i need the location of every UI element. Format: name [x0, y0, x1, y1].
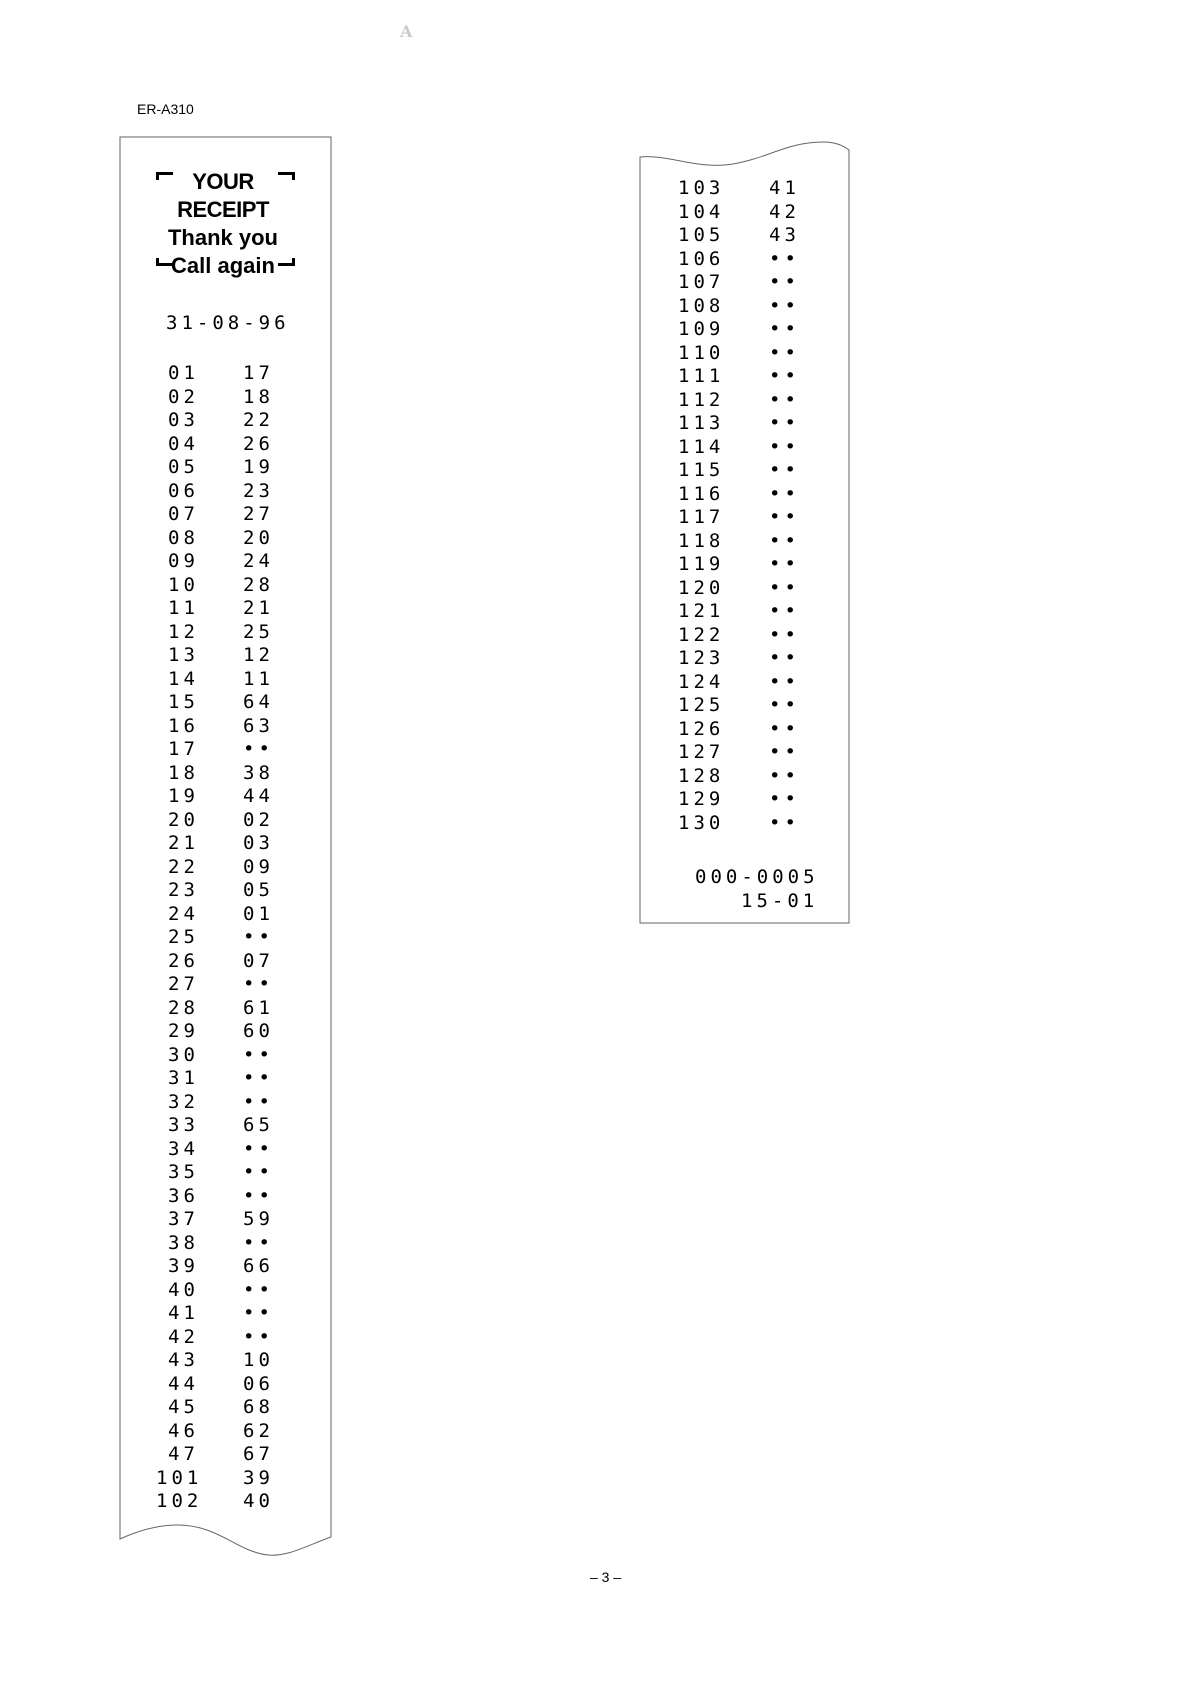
item-number: 23 [168, 879, 199, 901]
item-value: •• [243, 1043, 274, 1066]
item-number: 32 [168, 1090, 199, 1113]
item-value: 41 [769, 177, 800, 199]
receipt-message [148, 168, 298, 280]
item-number: 109 [678, 318, 725, 340]
item-value: •• [769, 717, 800, 740]
item-number: 08 [168, 526, 199, 549]
item-value: 17 [243, 362, 274, 384]
item-number: 21 [168, 832, 199, 854]
item-value: •• [243, 1325, 274, 1348]
item-value: •• [243, 1302, 274, 1324]
item-value: 44 [243, 785, 274, 807]
item-value: •• [243, 1090, 274, 1113]
item-number: 116 [678, 482, 725, 505]
item-number: 30 [168, 1043, 199, 1066]
item-value: •• [769, 670, 800, 693]
item-number: 106 [678, 247, 725, 270]
receipt-title: YOUR RECEIPT [177, 169, 269, 222]
item-number: 127 [678, 741, 725, 763]
item-number: 31 [168, 1067, 199, 1089]
item-value: •• [769, 553, 800, 575]
item-value: •• [769, 788, 800, 810]
item-value: •• [769, 576, 800, 599]
item-number: 11 [168, 597, 199, 619]
item-value: •• [769, 811, 800, 834]
item-value: •• [769, 294, 800, 317]
item-value: •• [769, 271, 800, 293]
item-value: 12 [243, 644, 274, 666]
item-number: 02 [168, 385, 199, 408]
item-value: •• [769, 764, 800, 787]
item-value: •• [769, 435, 800, 458]
item-number: 24 [168, 902, 199, 925]
item-value: •• [769, 529, 800, 552]
item-value: •• [243, 738, 274, 760]
item-value: 38 [243, 761, 274, 784]
item-value: 20 [243, 526, 274, 549]
item-number: 05 [168, 456, 199, 478]
item-number: 103 [678, 177, 725, 199]
item-number: 20 [168, 808, 199, 831]
item-value: •• [769, 482, 800, 505]
item-number: 120 [678, 576, 725, 599]
item-value: 22 [243, 409, 274, 431]
item-value: •• [769, 600, 800, 622]
item-number: 25 [168, 926, 199, 948]
item-value: 68 [243, 1396, 274, 1418]
item-value: •• [243, 1184, 274, 1207]
item-number: 128 [678, 764, 725, 787]
item-value: 65 [243, 1114, 274, 1136]
item-number: 115 [678, 459, 725, 481]
item-value: •• [769, 741, 800, 763]
item-value: 40 [243, 1490, 274, 1512]
item-number: 110 [678, 341, 725, 364]
item-number: 114 [678, 435, 725, 458]
item-number: 45 [168, 1396, 199, 1418]
item-number: 104 [678, 200, 725, 223]
item-value: 60 [243, 1020, 274, 1042]
item-value: •• [769, 341, 800, 364]
item-value: 18 [243, 385, 274, 408]
item-value: 23 [243, 479, 274, 502]
item-number: 36 [168, 1184, 199, 1207]
item-number: 123 [678, 647, 725, 669]
item-number: 111 [678, 365, 725, 387]
item-number: 101 [156, 1466, 203, 1489]
receipt-paper-left [118, 135, 334, 1560]
receipt-number: 000-0005 [695, 866, 819, 888]
item-number: 121 [678, 600, 725, 622]
item-number: 33 [168, 1114, 199, 1136]
item-number: 18 [168, 761, 199, 784]
item-value: 59 [243, 1208, 274, 1230]
item-value: 01 [243, 902, 274, 925]
page-number: – 3 – [590, 1569, 622, 1585]
item-value: 27 [243, 503, 274, 525]
item-number: 27 [168, 973, 199, 995]
item-number: 35 [168, 1161, 199, 1183]
item-value: •• [769, 412, 800, 434]
item-value: 63 [243, 714, 274, 737]
item-value: 10 [243, 1349, 274, 1371]
item-number: 113 [678, 412, 725, 434]
item-number: 34 [168, 1137, 199, 1160]
item-value: •• [769, 694, 800, 716]
item-value: 43 [769, 224, 800, 246]
item-value: 11 [243, 667, 274, 690]
model-label: ER-A310 [137, 101, 194, 117]
item-value: 42 [769, 200, 800, 223]
item-number: 125 [678, 694, 725, 716]
item-number: 107 [678, 271, 725, 293]
item-number: 09 [168, 550, 199, 572]
item-number: 130 [678, 811, 725, 834]
item-number: 15 [168, 691, 199, 713]
item-value: •• [243, 1231, 274, 1254]
item-number: 29 [168, 1020, 199, 1042]
item-number: 14 [168, 667, 199, 690]
item-value: •• [769, 459, 800, 481]
item-number: 44 [168, 1372, 199, 1395]
item-value: •• [243, 1137, 274, 1160]
item-number: 124 [678, 670, 725, 693]
item-number: 102 [156, 1490, 203, 1512]
item-number: 04 [168, 432, 199, 455]
item-number: 43 [168, 1349, 199, 1371]
item-value: 64 [243, 691, 274, 713]
item-value: 19 [243, 456, 274, 478]
item-number: 07 [168, 503, 199, 525]
item-number: 13 [168, 644, 199, 666]
item-value: 28 [243, 573, 274, 596]
item-value: 05 [243, 879, 274, 901]
item-number: 19 [168, 785, 199, 807]
item-value: 24 [243, 550, 274, 572]
item-number: 03 [168, 409, 199, 431]
receipt-time: 15-01 [741, 890, 819, 912]
item-value: •• [769, 623, 800, 646]
item-number: 46 [168, 1419, 199, 1442]
item-value: •• [243, 1161, 274, 1183]
item-number: 41 [168, 1302, 199, 1324]
item-number: 47 [168, 1443, 199, 1465]
item-value: •• [769, 247, 800, 270]
item-value: 26 [243, 432, 274, 455]
item-number: 105 [678, 224, 725, 246]
item-value: •• [243, 973, 274, 995]
item-number: 108 [678, 294, 725, 317]
item-number: 10 [168, 573, 199, 596]
item-value: 39 [243, 1466, 274, 1489]
item-number: 38 [168, 1231, 199, 1254]
item-value: 61 [243, 996, 274, 1019]
item-value: •• [769, 647, 800, 669]
item-number: 26 [168, 949, 199, 972]
item-number: 112 [678, 388, 725, 411]
item-value: 67 [243, 1443, 274, 1465]
page-top-mark: A [400, 22, 413, 41]
item-number: 37 [168, 1208, 199, 1230]
item-number: 117 [678, 506, 725, 528]
item-number: 129 [678, 788, 725, 810]
item-value: •• [769, 318, 800, 340]
item-number: 119 [678, 553, 725, 575]
item-value: •• [243, 1067, 274, 1089]
item-number: 01 [168, 362, 199, 384]
item-number: 16 [168, 714, 199, 737]
call-again-line: Call again [171, 253, 275, 278]
item-value: 07 [243, 949, 274, 972]
item-value: •• [243, 1278, 274, 1301]
item-value: 02 [243, 808, 274, 831]
receipt-footer [695, 865, 819, 913]
item-value: •• [769, 365, 800, 387]
item-number: 39 [168, 1255, 199, 1277]
item-number: 12 [168, 620, 199, 643]
item-number: 28 [168, 996, 199, 1019]
item-number: 126 [678, 717, 725, 740]
item-value: 09 [243, 855, 274, 878]
item-number: 118 [678, 529, 725, 552]
receipt-paper-right [638, 140, 852, 925]
item-value: •• [769, 388, 800, 411]
item-number: 122 [678, 623, 725, 646]
item-number: 22 [168, 855, 199, 878]
item-value: •• [769, 506, 800, 528]
item-number: 42 [168, 1325, 199, 1348]
item-number: 17 [168, 738, 199, 760]
item-number: 40 [168, 1278, 199, 1301]
item-value: 66 [243, 1255, 274, 1277]
thank-you-line: Thank you [167, 225, 278, 250]
item-value: 25 [243, 620, 274, 643]
item-value: •• [243, 926, 274, 948]
item-value: 62 [243, 1419, 274, 1442]
item-number: 06 [168, 479, 199, 502]
item-value: 21 [243, 597, 274, 619]
receipt-date: 31-08-96 [166, 312, 290, 334]
item-value: 03 [243, 832, 274, 854]
item-value: 06 [243, 1372, 274, 1395]
